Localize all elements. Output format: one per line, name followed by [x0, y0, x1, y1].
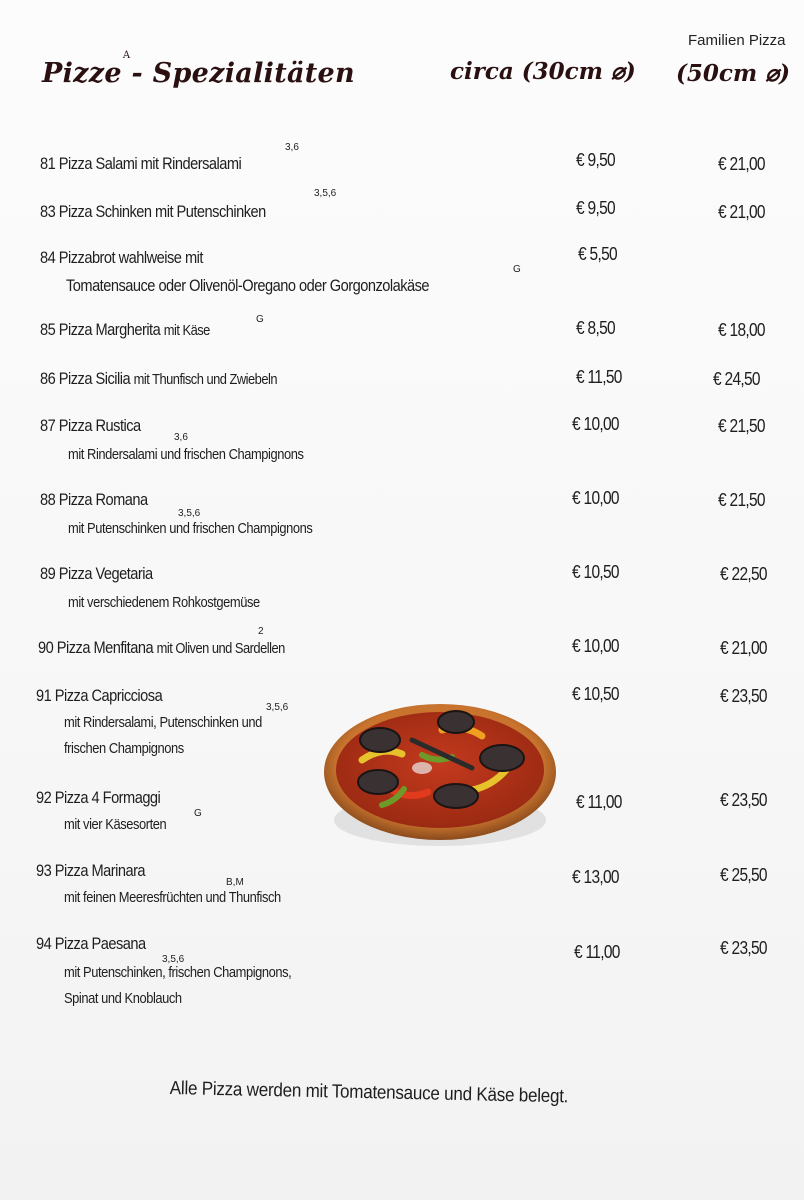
price-30cm: € 9,50: [576, 198, 615, 218]
item-name: 91 Pizza Capricciosa: [36, 686, 163, 705]
price-30cm: € 11,50: [576, 367, 622, 387]
price-30cm: € 11,00: [574, 942, 620, 962]
price-50cm: € 21,00: [720, 638, 767, 658]
item-allergens: G: [513, 264, 521, 275]
item-name: 93 Pizza Marinara: [36, 861, 146, 880]
column-header-30cm: circa (30cm ⌀): [450, 58, 636, 85]
item-allergens: 3,5,6: [162, 954, 185, 965]
price-50cm: € 23,50: [720, 790, 767, 810]
price-50cm: € 23,50: [720, 938, 767, 958]
item-description: mit Putenschinken, frischen Champignons,: [64, 964, 292, 981]
item-name: 88 Pizza Romana: [40, 490, 148, 509]
price-30cm: € 8,50: [576, 318, 615, 338]
price-30cm: € 5,50: [578, 244, 617, 264]
item-name: 84 Pizzabrot wahlweise mit: [40, 248, 203, 267]
item-description: mit vier Käsesorten: [64, 816, 167, 833]
item-name: 85 Pizza Margherita mit Käse: [40, 320, 210, 339]
price-30cm: € 10,00: [572, 414, 619, 434]
item-allergens: B,M: [226, 877, 244, 888]
price-50cm: € 21,00: [718, 202, 765, 222]
price-50cm: € 18,00: [718, 320, 765, 340]
price-50cm: € 21,50: [718, 490, 765, 510]
item-name: 94 Pizza Paesana: [36, 934, 146, 953]
item-description: mit verschiedenem Rohkostgemüse: [68, 594, 260, 611]
item-name: 92 Pizza 4 Formaggi: [36, 788, 161, 807]
price-30cm: € 11,00: [576, 792, 622, 812]
price-30cm: € 13,00: [572, 867, 619, 887]
item-allergens: 3,5,6: [178, 508, 201, 519]
price-50cm: € 23,50: [720, 686, 767, 706]
price-30cm: € 9,50: [576, 150, 615, 170]
item-allergens: 2: [258, 626, 264, 637]
item-description: mit Putenschinken und frischen Champignons: [68, 520, 313, 537]
item-allergens: 3,5,6: [266, 702, 289, 713]
item-allergens: G: [194, 808, 202, 819]
item-allergens: 3,5,6: [314, 188, 337, 199]
item-name: 86 Pizza Sicilia mit Thunfisch und Zwiebeln: [40, 369, 277, 388]
item-allergens: 3,6: [285, 142, 299, 153]
page-title: [42, 50, 355, 89]
footer-note: Alle Pizza werden mit Tomatensauce und Käse belegt.: [169, 1078, 569, 1108]
item-description-line-2: Spinat und Knoblauch: [64, 990, 182, 1007]
title-allergen-sup: A: [122, 50, 131, 61]
item-description: mit feinen Meeresfrüchten und Thunfisch: [64, 889, 281, 906]
item-name: 83 Pizza Schinken mit Putenschinken: [40, 202, 266, 221]
pizza-photo: [322, 700, 558, 850]
price-50cm: € 22,50: [720, 564, 767, 584]
column-header-family-label: Familien Pizza: [688, 32, 786, 49]
price-30cm: € 10,00: [572, 636, 619, 656]
price-30cm: € 10,50: [572, 562, 619, 582]
title-part-2: - Spezialitäten: [131, 58, 355, 89]
item-description-line-2: frischen Champignons: [64, 740, 184, 757]
item-allergens: G: [256, 314, 264, 325]
title-part-1: Pizze: [42, 58, 122, 89]
price-50cm: € 24,50: [713, 369, 760, 389]
item-name: 87 Pizza Rustica: [40, 416, 141, 435]
item-allergens: 3,6: [174, 432, 188, 443]
column-header-50cm: (50cm ⌀): [676, 60, 790, 87]
item-description: mit Rindersalami und frischen Champignons: [68, 446, 304, 463]
price-30cm: € 10,00: [572, 488, 619, 508]
item-description: Tomatensauce oder Olivenöl-Oregano oder Gorgonzolakäse: [66, 276, 430, 295]
price-30cm: € 10,50: [572, 684, 619, 704]
item-description: mit Rindersalami, Putenschinken und: [64, 714, 262, 731]
item-name: 90 Pizza Menfitana mit Oliven und Sardellen: [38, 638, 285, 657]
price-50cm: € 21,00: [718, 154, 765, 174]
price-50cm: € 21,50: [718, 416, 765, 436]
item-name: 89 Pizza Vegetaria: [40, 564, 153, 583]
item-name: 81 Pizza Salami mit Rindersalami: [40, 154, 242, 173]
price-50cm: € 25,50: [720, 865, 767, 885]
